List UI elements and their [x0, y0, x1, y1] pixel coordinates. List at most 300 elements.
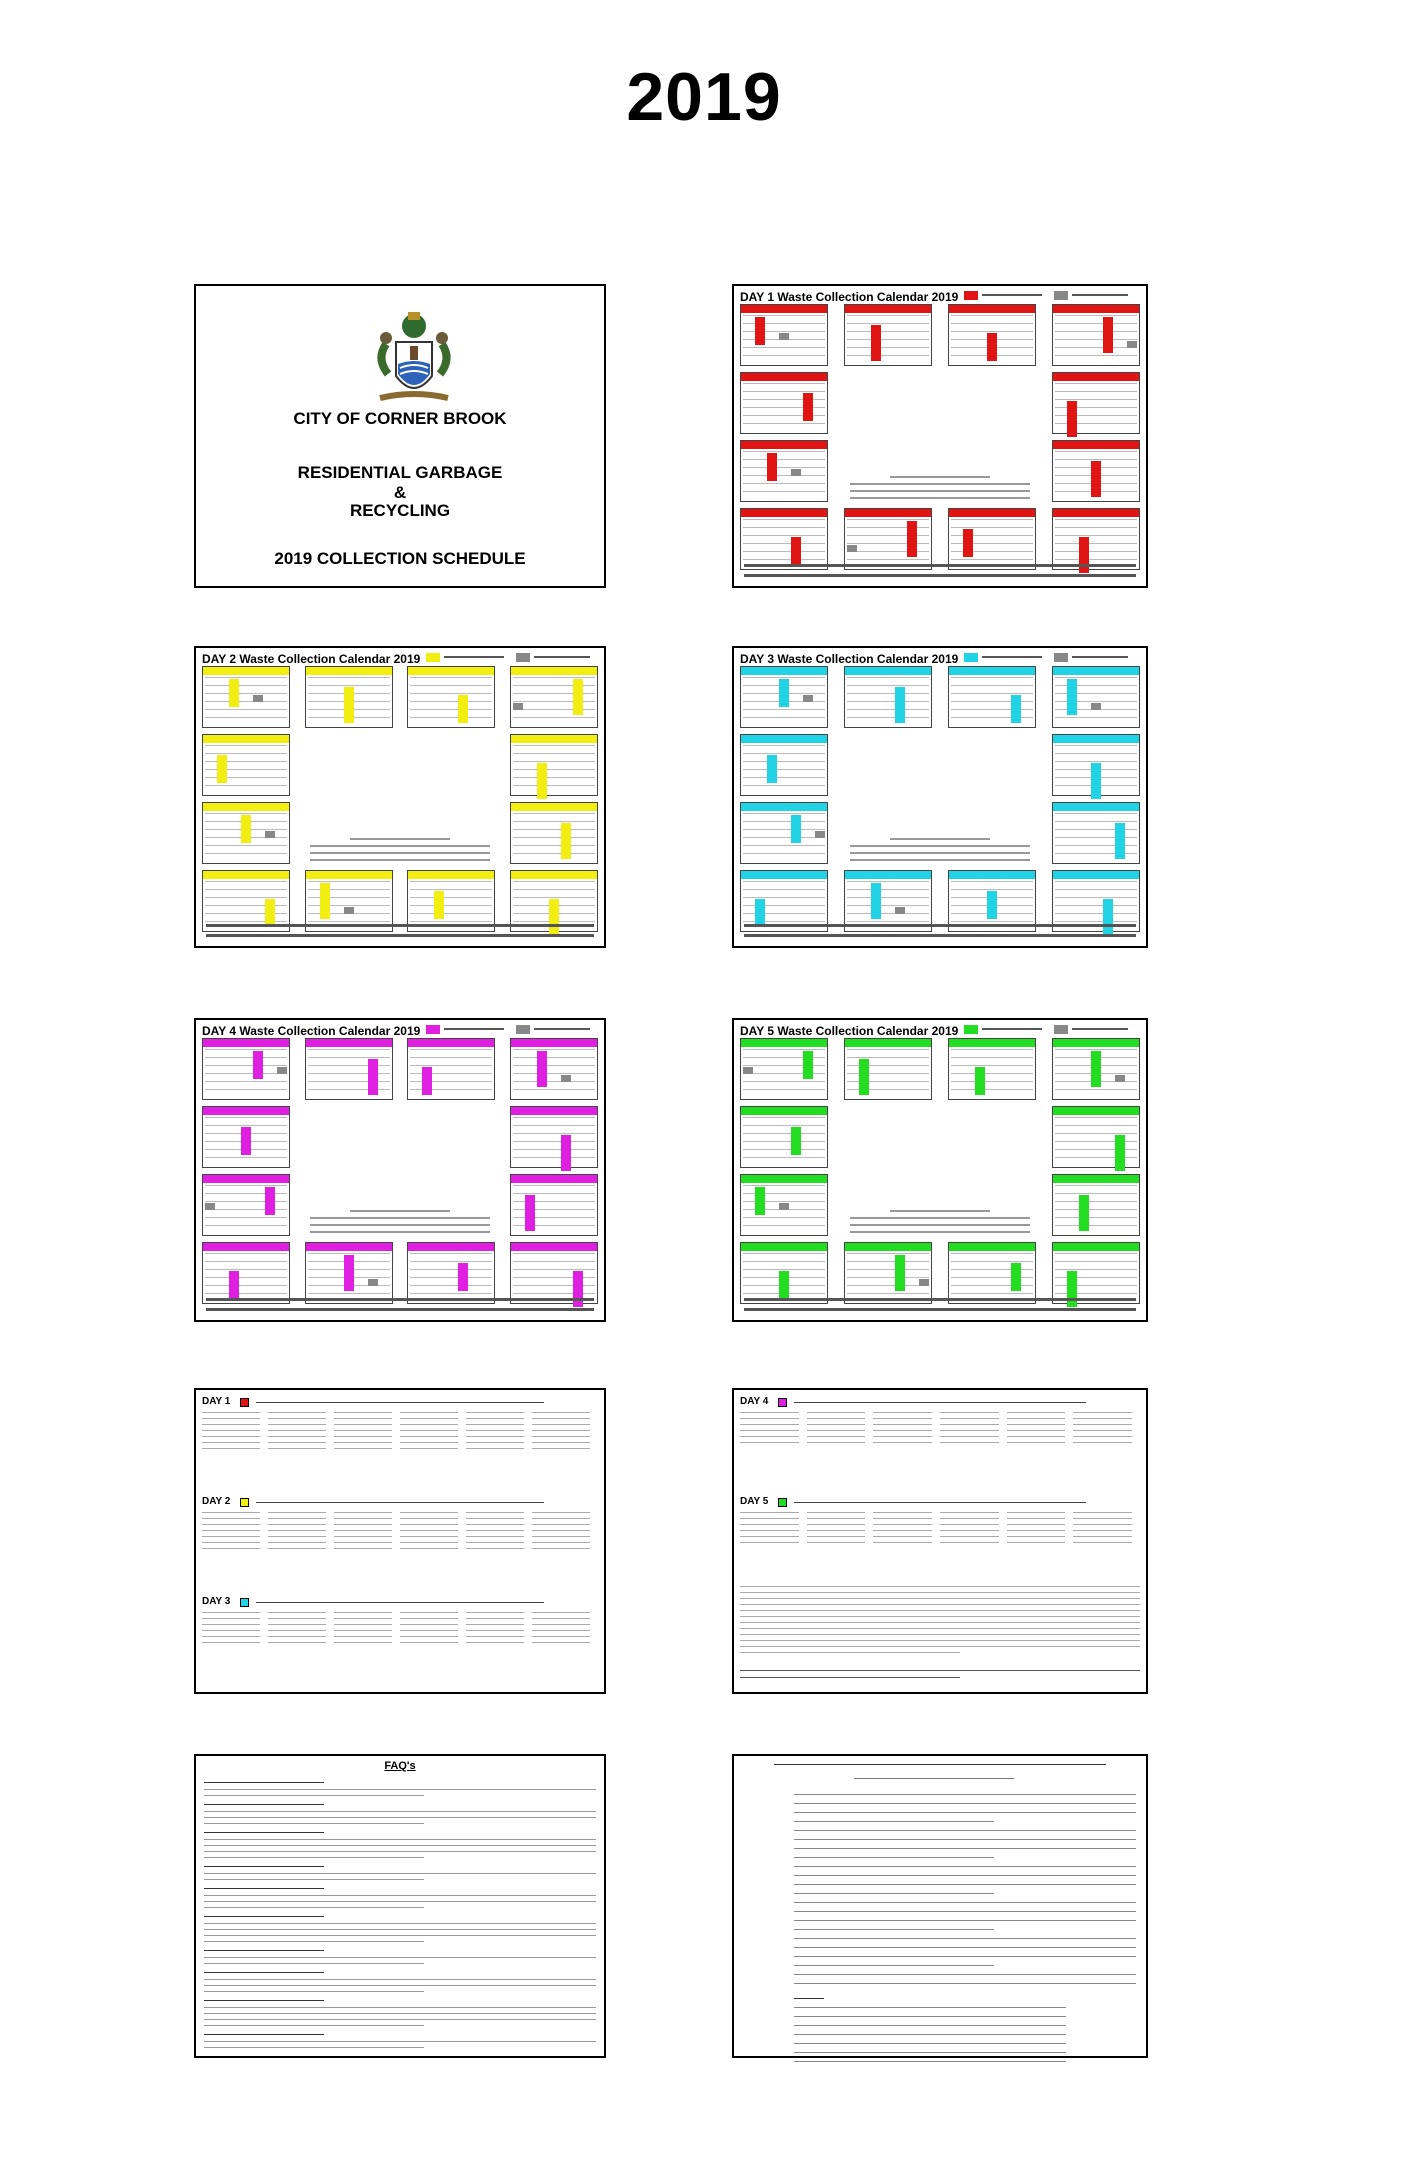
street-name-line — [334, 1418, 392, 1419]
street-name-line — [532, 1436, 590, 1437]
month-day-grid — [410, 1253, 492, 1301]
calendar-title: DAY 4 Waste Collection Calendar 2019 — [202, 1024, 421, 1038]
street-name-line — [202, 1618, 260, 1619]
please-note-line — [744, 1298, 1136, 1301]
month-calendar — [1052, 734, 1140, 796]
please-note-line — [744, 564, 1136, 567]
street-name-line — [940, 1524, 999, 1525]
legend-collection-text — [982, 294, 1042, 296]
collection-day-cells — [1091, 1051, 1101, 1087]
section-area-line — [794, 1502, 1086, 1503]
collection-day-cells — [779, 679, 789, 707]
street-name-line — [532, 1618, 590, 1619]
holiday-cell — [513, 703, 523, 710]
street-name-line — [1073, 1412, 1132, 1413]
street-name-line — [268, 1642, 326, 1643]
faq-answer-line — [204, 1857, 424, 1858]
recycling-note-line — [850, 497, 1030, 499]
month-calendar — [1052, 1174, 1140, 1236]
collection-day-cells — [573, 1271, 583, 1307]
month-name-bar — [306, 1039, 392, 1047]
month-name-bar — [741, 667, 827, 675]
street-name-line — [940, 1542, 999, 1543]
collection-day-cells — [987, 333, 997, 361]
recycling-note-line — [850, 1224, 1030, 1226]
street-name-line — [334, 1512, 392, 1513]
faq-question-line — [204, 2034, 324, 2035]
month-day-grid — [743, 745, 825, 793]
month-calendar — [740, 304, 828, 366]
street-name-line — [873, 1442, 932, 1443]
legend-collection-swatch — [426, 1025, 440, 1034]
legend-holiday-text — [1072, 656, 1128, 658]
street-name-line — [740, 1524, 799, 1525]
street-name-line — [202, 1412, 260, 1413]
street-name-line — [400, 1418, 458, 1419]
street-name-line — [202, 1542, 260, 1543]
street-name-line — [466, 1618, 524, 1619]
month-calendar — [510, 870, 598, 932]
street-name-line — [466, 1424, 524, 1425]
street-name-line — [400, 1412, 458, 1413]
collection-day-cells — [1103, 317, 1113, 353]
month-day-grid — [743, 451, 825, 499]
street-name-line — [532, 1418, 590, 1419]
legend-holiday-swatch — [1054, 1025, 1068, 1034]
month-calendar — [948, 666, 1036, 728]
regulations-panel — [732, 1754, 1148, 2058]
month-name-bar — [1053, 1107, 1139, 1115]
collection-day-cells — [907, 521, 917, 557]
legend-collection-text — [982, 1028, 1042, 1030]
street-name-line — [268, 1542, 326, 1543]
faq-answer-line — [204, 1929, 596, 1930]
month-name-bar — [203, 871, 289, 879]
legend-holiday-swatch — [1054, 653, 1068, 662]
street-name-line — [400, 1524, 458, 1525]
dates-to-remember-line — [206, 934, 594, 937]
month-name-bar — [306, 1243, 392, 1251]
month-calendar — [1052, 304, 1140, 366]
street-name-line — [466, 1536, 524, 1537]
street-name-line — [740, 1442, 799, 1443]
recycling-program-text-line — [740, 1622, 1140, 1623]
regulation-item-line — [794, 1920, 1136, 1921]
month-day-grid — [410, 881, 492, 929]
regulations-subheading-line — [854, 1778, 1014, 1779]
holiday-cell — [344, 907, 354, 914]
recycling-note-line — [310, 859, 490, 861]
street-name-line — [940, 1424, 999, 1425]
street-name-line — [400, 1642, 458, 1643]
regulation-item-line — [794, 1866, 1136, 1867]
street-name-line — [740, 1536, 799, 1537]
month-name-bar — [1053, 373, 1139, 381]
section-heading: DAY 5 — [740, 1496, 769, 1507]
street-name-line — [1073, 1536, 1132, 1537]
calendar-day-3 — [732, 646, 1148, 948]
recycling-note-line — [850, 483, 1030, 485]
street-name-line — [400, 1630, 458, 1631]
street-name-line — [202, 1636, 260, 1637]
collection-day-cells — [344, 1255, 354, 1291]
street-name-line — [873, 1530, 932, 1531]
street-name-line — [807, 1536, 866, 1537]
holiday-cell — [779, 333, 789, 340]
regulation-item-line — [794, 1803, 1136, 1804]
collection-day-cells — [779, 1271, 789, 1299]
faq-answer-line — [204, 2019, 596, 2020]
street-name-line — [334, 1436, 392, 1437]
month-name-bar — [845, 1243, 931, 1251]
collection-day-cells — [217, 755, 227, 783]
section-heading: DAY 3 — [202, 1596, 231, 1607]
recycling-note-line — [850, 852, 1030, 854]
faq-answer-line — [204, 1895, 596, 1896]
month-name-bar — [741, 871, 827, 879]
recycling-program-text-line — [740, 1628, 1140, 1629]
collection-day-cells — [561, 1135, 571, 1171]
regulation-item-line — [794, 1857, 994, 1858]
street-name-line — [400, 1436, 458, 1437]
month-calendar — [510, 1038, 598, 1100]
collection-day-cells — [755, 899, 765, 927]
month-calendar — [740, 1106, 828, 1168]
regulation-item-line — [794, 1902, 1136, 1903]
street-name-line — [334, 1642, 392, 1643]
street-name-line — [268, 1636, 326, 1637]
collection-day-cells — [458, 695, 468, 723]
month-calendar — [844, 508, 932, 570]
street-name-line — [532, 1630, 590, 1631]
holiday-cell — [205, 1203, 215, 1210]
street-name-line — [202, 1530, 260, 1531]
collection-day-cells — [229, 679, 239, 707]
month-calendar — [510, 734, 598, 796]
recycling-program-text-line — [740, 1592, 1140, 1593]
faq-answer-line — [204, 1907, 424, 1908]
collection-day-cells — [975, 1067, 985, 1095]
street-name-line — [740, 1430, 799, 1431]
legend-collection-swatch — [964, 291, 978, 300]
month-day-grid — [847, 677, 929, 725]
faq-question-line — [204, 2000, 324, 2001]
faq-answer-line — [204, 1817, 596, 1818]
month-name-bar — [741, 1175, 827, 1183]
recycling-program-text-line — [740, 1610, 1140, 1611]
month-name-bar — [203, 803, 289, 811]
street-name-line — [334, 1624, 392, 1625]
month-day-grid — [743, 1117, 825, 1165]
street-name-line — [466, 1642, 524, 1643]
collection-day-cells — [537, 1051, 547, 1087]
collection-day-cells — [229, 1271, 239, 1299]
street-name-line — [466, 1436, 524, 1437]
month-name-bar — [408, 667, 494, 675]
month-calendar — [1052, 1038, 1140, 1100]
faq-question-line — [204, 1832, 324, 1833]
street-name-line — [940, 1536, 999, 1537]
holiday-cell — [847, 545, 857, 552]
month-name-bar — [203, 735, 289, 743]
street-name-line — [532, 1518, 590, 1519]
faq-question-line — [204, 1782, 324, 1783]
month-name-bar — [1053, 441, 1139, 449]
collection-day-cells — [859, 1059, 869, 1095]
month-name-bar — [408, 871, 494, 879]
calendar-title: DAY 5 Waste Collection Calendar 2019 — [740, 1024, 959, 1038]
month-name-bar — [408, 1243, 494, 1251]
street-name-line — [268, 1630, 326, 1631]
calendar-day-2 — [194, 646, 606, 948]
month-calendar — [305, 870, 393, 932]
recycling-note-line — [310, 1217, 490, 1219]
street-name-line — [807, 1542, 866, 1543]
street-name-line — [400, 1512, 458, 1513]
month-calendar — [948, 1242, 1036, 1304]
dates-to-remember-line — [744, 934, 1136, 937]
regulation-item-line — [794, 1938, 1136, 1939]
month-calendar — [844, 870, 932, 932]
month-calendar — [1052, 870, 1140, 932]
month-calendar — [407, 870, 495, 932]
month-day-grid — [513, 813, 595, 861]
collection-day-cells — [987, 891, 997, 919]
faq-answer-line — [204, 1795, 424, 1796]
month-day-grid — [1055, 1185, 1137, 1233]
legend-collection-text — [444, 1028, 504, 1030]
street-name-line — [466, 1518, 524, 1519]
calendar-day-1 — [732, 284, 1148, 588]
faq-answer-line — [204, 1985, 596, 1986]
month-name-bar — [741, 735, 827, 743]
street-name-line — [400, 1448, 458, 1449]
street-name-line — [807, 1512, 866, 1513]
dates-to-remember-line — [206, 1308, 594, 1311]
month-calendar — [1052, 802, 1140, 864]
recycling-note-line — [890, 1210, 990, 1212]
street-name-line — [1007, 1418, 1066, 1419]
month-calendar — [1052, 1106, 1140, 1168]
regulation-item-line — [794, 1956, 1136, 1957]
contact-info-line — [740, 1677, 960, 1678]
street-name-line — [740, 1424, 799, 1425]
faq-answer-line — [204, 1923, 596, 1924]
collection-day-cells — [434, 891, 444, 919]
collection-day-cells — [755, 1187, 765, 1215]
month-name-bar — [511, 667, 597, 675]
month-day-grid — [410, 677, 492, 725]
street-name-line — [202, 1512, 260, 1513]
street-name-line — [940, 1530, 999, 1531]
month-name-bar — [949, 667, 1035, 675]
dates-to-remember-line — [744, 574, 1136, 577]
street-name-line — [807, 1524, 866, 1525]
note-label-line — [794, 1998, 824, 1999]
street-name-line — [1073, 1418, 1132, 1419]
month-day-grid — [743, 519, 825, 567]
faq-answer-line — [204, 1991, 424, 1992]
street-name-line — [268, 1442, 326, 1443]
legend-holiday-swatch — [516, 1025, 530, 1034]
regulation-item-line — [794, 1929, 994, 1930]
month-name-bar — [306, 871, 392, 879]
collection-day-cells — [1079, 1195, 1089, 1231]
collection-day-cells — [963, 529, 973, 557]
recycling-note-line — [350, 838, 450, 840]
street-name-line — [466, 1530, 524, 1531]
month-calendar — [202, 1174, 290, 1236]
street-name-line — [532, 1524, 590, 1525]
month-calendar — [740, 440, 828, 502]
street-name-line — [1007, 1542, 1066, 1543]
collection-day-cells — [1011, 1263, 1021, 1291]
holiday-cell — [895, 907, 905, 914]
month-calendar — [510, 1242, 598, 1304]
regulation-item-line — [794, 1830, 1136, 1831]
faq-answer-line — [204, 2025, 424, 2026]
section-area-line — [256, 1402, 544, 1403]
street-name-line — [807, 1424, 866, 1425]
street-name-line — [1007, 1518, 1066, 1519]
day-color-square — [240, 1598, 249, 1607]
street-name-line — [334, 1618, 392, 1619]
collection-day-cells — [561, 823, 571, 859]
month-name-bar — [949, 305, 1035, 313]
holiday-cell — [1115, 1075, 1125, 1082]
month-day-grid — [1055, 519, 1137, 567]
regulations-heading-line — [774, 1764, 1106, 1765]
month-name-bar — [511, 1107, 597, 1115]
street-name-line — [334, 1442, 392, 1443]
street-name-line — [532, 1542, 590, 1543]
street-name-line — [1073, 1518, 1132, 1519]
street-name-line — [532, 1424, 590, 1425]
recycling-note-line — [850, 845, 1030, 847]
street-name-line — [466, 1636, 524, 1637]
collection-day-cells — [803, 393, 813, 421]
street-name-line — [400, 1636, 458, 1637]
holiday-cell — [561, 1075, 571, 1082]
month-calendar — [510, 1106, 598, 1168]
month-calendar — [740, 1038, 828, 1100]
month-calendar — [407, 1242, 495, 1304]
month-name-bar — [511, 1039, 597, 1047]
month-name-bar — [845, 509, 931, 517]
street-name-line — [202, 1418, 260, 1419]
street-name-line — [1073, 1442, 1132, 1443]
month-calendar — [202, 1106, 290, 1168]
recycling-note-line — [310, 1224, 490, 1226]
month-name-bar — [1053, 305, 1139, 313]
recycling-program-text-line — [740, 1646, 1140, 1647]
month-day-grid — [205, 1049, 287, 1097]
month-day-grid — [205, 677, 287, 725]
month-name-bar — [1053, 803, 1139, 811]
month-name-bar — [511, 735, 597, 743]
recycling-note-line — [850, 859, 1030, 861]
street-name-line — [400, 1624, 458, 1625]
legend-holiday-swatch — [1054, 291, 1068, 300]
street-name-line — [532, 1512, 590, 1513]
recycling-note-line — [310, 845, 490, 847]
day-color-square — [778, 1398, 787, 1407]
street-name-line — [334, 1548, 392, 1549]
street-name-line — [532, 1448, 590, 1449]
month-name-bar — [511, 871, 597, 879]
collection-day-cells — [265, 899, 275, 927]
recycling-program-text-line — [740, 1586, 1140, 1587]
street-name-line — [807, 1418, 866, 1419]
note-text-line — [794, 2034, 1066, 2035]
street-name-line — [268, 1624, 326, 1625]
month-calendar — [202, 734, 290, 796]
month-calendar — [740, 508, 828, 570]
street-name-line — [268, 1448, 326, 1449]
month-calendar — [305, 1038, 393, 1100]
month-name-bar — [203, 1107, 289, 1115]
calendar-day-4 — [194, 1018, 606, 1322]
month-name-bar — [845, 667, 931, 675]
street-name-line — [202, 1518, 260, 1519]
month-name-bar — [741, 373, 827, 381]
day-color-square — [240, 1498, 249, 1507]
recycling-program-text-line — [740, 1604, 1140, 1605]
street-name-line — [334, 1524, 392, 1525]
street-name-line — [334, 1412, 392, 1413]
collection-day-cells — [1115, 823, 1125, 859]
street-name-line — [400, 1442, 458, 1443]
faq-title: FAQ's — [384, 1760, 416, 1772]
street-name-line — [1007, 1424, 1066, 1425]
street-name-line — [532, 1636, 590, 1637]
faq-question-line — [204, 1888, 324, 1889]
calendar-title: DAY 1 Waste Collection Calendar 2019 — [740, 290, 959, 304]
month-name-bar — [1053, 667, 1139, 675]
regulation-item-line — [794, 1884, 1136, 1885]
holiday-cell — [1091, 703, 1101, 710]
schedule-title: 2019 COLLECTION SCHEDULE — [274, 549, 526, 568]
collection-day-cells — [549, 899, 559, 935]
collection-day-cells — [344, 687, 354, 723]
street-name-line — [1007, 1436, 1066, 1437]
collection-day-cells — [573, 679, 583, 715]
collection-day-cells — [241, 815, 251, 843]
legend-holiday-swatch — [516, 653, 530, 662]
regulation-item-line — [794, 1947, 1136, 1948]
day-color-square — [240, 1398, 249, 1407]
street-name-line — [466, 1630, 524, 1631]
faq-answer-line — [204, 1979, 596, 1980]
month-calendar — [844, 1242, 932, 1304]
street-name-line — [1007, 1412, 1066, 1413]
street-name-line — [202, 1436, 260, 1437]
collection-day-cells — [320, 883, 330, 919]
faq-answer-line — [204, 1839, 596, 1840]
month-day-grid — [847, 315, 929, 363]
legend-collection-text — [444, 656, 504, 658]
faq-answer-line — [204, 1957, 596, 1958]
street-name-line — [1073, 1530, 1132, 1531]
faq-answer-line — [204, 2007, 596, 2008]
street-name-line — [940, 1412, 999, 1413]
recycling-note-line — [310, 1231, 490, 1233]
month-calendar — [202, 1242, 290, 1304]
recycling-note-line — [350, 1210, 450, 1212]
month-name-bar — [741, 803, 827, 811]
street-name-line — [400, 1612, 458, 1613]
month-calendar — [510, 1174, 598, 1236]
